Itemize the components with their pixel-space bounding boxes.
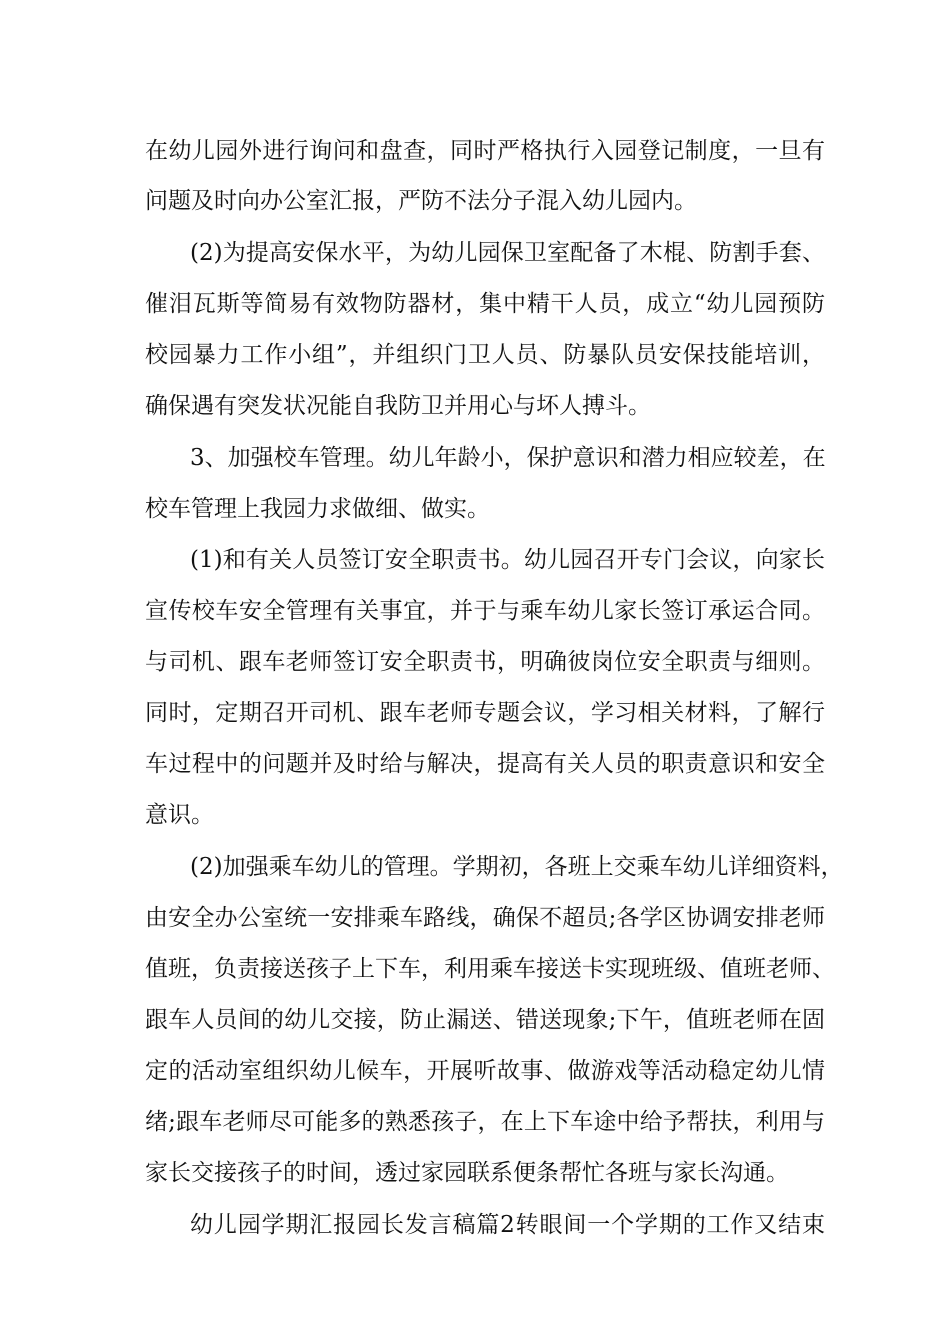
text-line: 幼儿园学期汇报园长发言稿篇2转眼间一个学期的工作又结束 [190,1212,825,1238]
text-line: 在幼儿园外进行询问和盘查，同时严格执行入园登记制度，一旦有 [145,138,825,164]
text-line: 与司机、跟车老师签订安全职责书，明确彼岗位安全职责与细则。 [145,649,825,675]
text-line: 定的活动室组织幼儿候车，开展听故事、做游戏等活动稳定幼儿情 [145,1058,825,1084]
text-line: 值班，负责接送孩子上下车，利用乘车接送卡实现班级、值班老师、 [145,956,835,982]
text-line: 宣传校车安全管理有关事宜，并于与乘车幼儿家长签订承运合同。 [145,598,825,624]
text-line: 问题及时向办公室汇报，严防不法分子混入幼儿园内。 [145,188,697,214]
text-line: 3、加强校车管理。幼儿年龄小，保护意识和潜力相应较差，在 [190,445,826,471]
text-line: 绪;跟车老师尽可能多的熟悉孩子，在上下车途中给予帮扶，利用与 [145,1109,825,1135]
text-line: 校车管理上我园力求做细、做实。 [145,496,490,522]
text-line: (2)加强乘车幼儿的管理。学期初，各班上交乘车幼儿详细资料， [190,854,844,880]
text-line: 确保遇有突发状况能自我防卫并用心与坏人搏斗。 [145,393,651,419]
text-line: 由安全办公室统一安排乘车路线，确保不超员;各学区协调安排老师 [145,905,825,931]
text-line: 跟车人员间的幼儿交接，防止漏送、错送现象;下午，值班老师在固 [145,1007,825,1033]
text-line: (2)为提高安保水平，为幼儿园保卫室配备了木棍、防割手套、 [190,240,825,266]
text-line: 意识。 [145,802,214,828]
text-line: (1)和有关人员签订安全职责书。幼儿园召开专门会议，向家长 [190,547,825,573]
text-line: 催泪瓦斯等简易有效物防器材，集中精干人员，成立“幼儿园预防 [145,291,825,317]
text-line: 车过程中的问题并及时给与解决，提高有关人员的职责意识和安全 [145,751,825,777]
text-line: 校园暴力工作小组”，并组织门卫人员、防暴队员安保技能培训， [145,342,825,368]
text-line: 同时，定期召开司机、跟车老师专题会议，学习相关材料，了解行 [145,700,825,726]
text-line: 家长交接孩子的时间，透过家园联系便条帮忙各班与家长沟通。 [145,1160,789,1186]
